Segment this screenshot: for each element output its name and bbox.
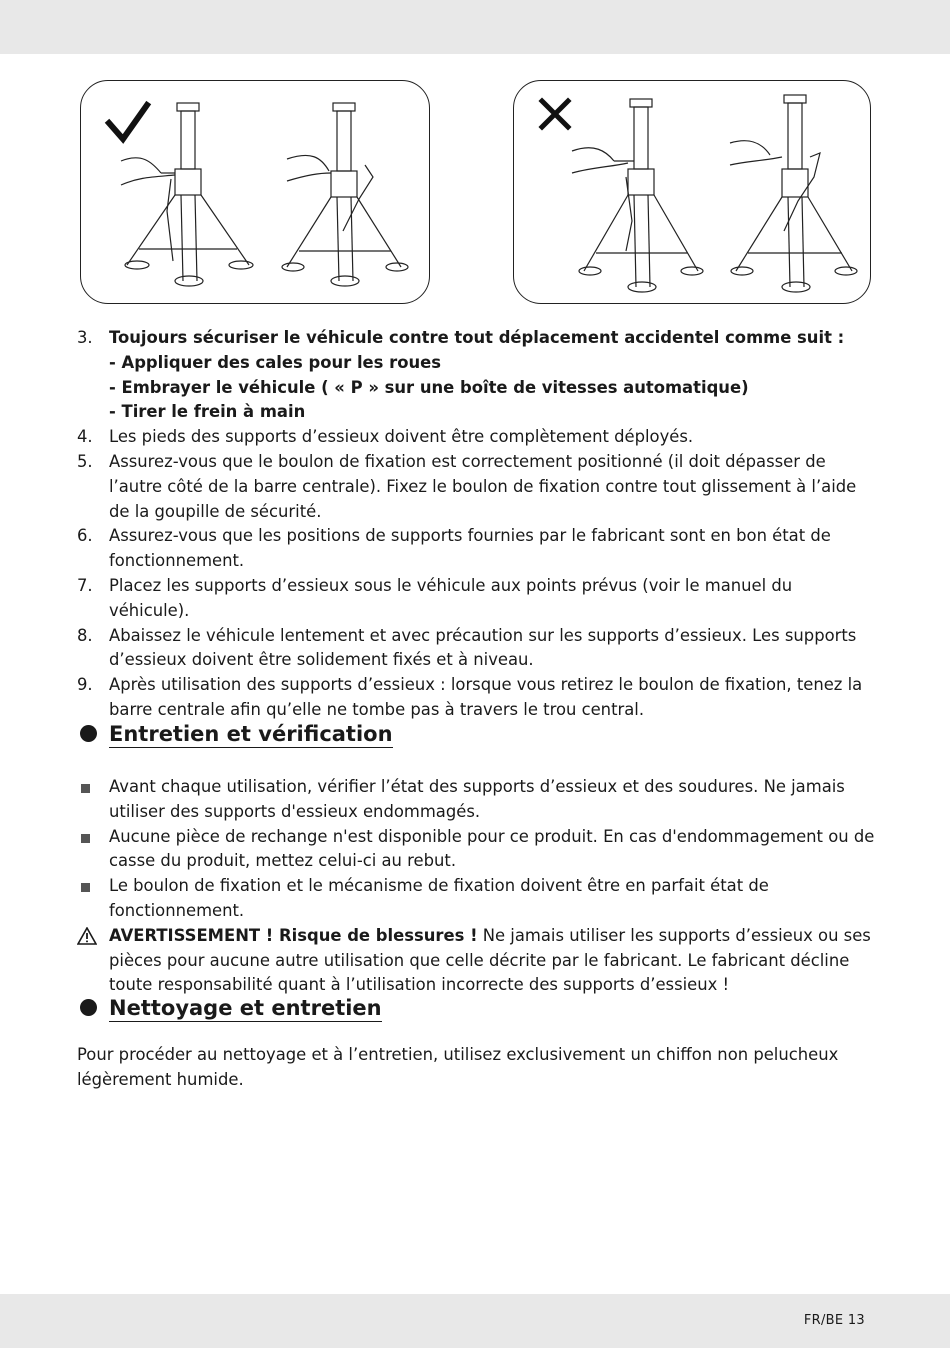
- square-bullet-icon: [81, 834, 90, 843]
- header-band: [0, 0, 950, 54]
- step-number: 7.: [77, 575, 93, 595]
- axle-stands-incorrect-illustration: [514, 81, 870, 303]
- bullet-text: Le boulon de fixation et le mécanisme de fixation doivent être en parfait état de fonctionnement.: [109, 876, 769, 920]
- list-item: [77, 775, 877, 825]
- check-icon: [109, 105, 147, 139]
- list-item-step-6: [77, 524, 877, 574]
- section-heading-maintenance: [80, 722, 393, 746]
- list-item-step-3: [77, 326, 877, 425]
- step-text: Les pieds des supports d’essieux doivent être complètement déployés.: [109, 427, 694, 447]
- step-3-line-4: - Tirer le frein à main: [109, 402, 306, 422]
- section-title: Entretien et vérification: [109, 722, 393, 746]
- step-3-line-3: - Embrayer le véhicule ( « P » sur une boîte de vitesses automatique): [109, 377, 749, 397]
- list-item: [77, 874, 877, 924]
- illustration-incorrect-panel: [513, 80, 871, 304]
- step-number: 5.: [77, 451, 93, 471]
- list-item-step-4: [77, 425, 877, 450]
- instruction-steps: [77, 326, 877, 723]
- warning-text: Ne jamais utiliser les supports d’essieux ou ses pièces pour aucune autre utilisation que celle décrite par le fabricant. Le fabricant décline toute responsabilité quant à l’utilisation incorrecte des supports d’essieux !: [109, 925, 871, 995]
- step-text: Assurez-vous que les positions de supports fournies par le fabricant sont en bon état de fonctionnement.: [109, 526, 831, 571]
- list-item-step-5: [77, 450, 877, 524]
- bullet-text: Avant chaque utilisation, vérifier l’état des supports d’essieux et des soudures. Ne jamais utiliser des supports d'essieux endommagés.: [109, 777, 845, 821]
- bullet-text: Aucune pièce de rechange n'est disponible pour ce produit. En cas d'endommagement ou de casse du produit, mettez celui-ci au rebut.: [109, 826, 875, 871]
- cross-icon: [542, 101, 568, 127]
- step-number: 8.: [77, 625, 93, 645]
- cleaning-paragraph: Pour procéder au nettoyage et à l’entretien, utilisez exclusivement un chiffon non pelucheux légèrement humide.: [77, 1045, 839, 1089]
- square-bullet-icon: [81, 784, 90, 793]
- section-heading-cleaning: [80, 996, 382, 1020]
- step-number: 9.: [77, 675, 93, 695]
- section-bullet-icon: [80, 999, 97, 1016]
- step-number: 6.: [77, 526, 93, 546]
- step-3-line-2: - Appliquer des cales pour les roues: [109, 352, 442, 372]
- section-bullet-icon: [80, 725, 97, 742]
- list-item-step-9: [77, 673, 877, 723]
- step-text: Assurez-vous que le boulon de fixation est correctement positionné (il doit dépasser de l’autre côté de la barre centrale). Fixez le boulon de fixation contre tout glissement à l’aide de la goupille de sécurité.: [109, 451, 857, 521]
- step-text: Abaissez le véhicule lentement et avec précaution sur les supports d’essieux. Les supports d’essieux doivent être solidement fixés et à niveau.: [109, 625, 857, 670]
- square-bullet-icon: [81, 883, 90, 892]
- warning-label: AVERTISSEMENT ! Risque de blessures !: [109, 925, 478, 945]
- step-text: Placez les supports d’essieux sous le véhicule aux points prévus (voir le manuel du véhicule).: [109, 575, 793, 620]
- list-item-step-8: [77, 624, 877, 674]
- section-title: Nettoyage et entretien: [109, 996, 382, 1020]
- axle-stands-correct-illustration: [81, 81, 429, 303]
- list-item: [77, 825, 877, 875]
- list-item-step-7: [77, 574, 877, 624]
- step-number: 4.: [77, 427, 93, 447]
- step-number: 3.: [77, 328, 93, 347]
- illustration-correct-panel: [80, 80, 430, 304]
- maintenance-bullets: [77, 775, 877, 998]
- step-3-line-1: Toujours sécuriser le véhicule contre tout déplacement accidentel comme suit :: [109, 328, 845, 347]
- page-number: FR/BE 13: [803, 1313, 865, 1328]
- warning-item: [77, 924, 877, 998]
- step-text: Après utilisation des supports d’essieux : lorsque vous retirez le boulon de fixation, tenez la barre centrale afin qu’elle ne tombe pas à travers le trou central.: [109, 675, 863, 719]
- warning-triangle-icon: [77, 927, 97, 945]
